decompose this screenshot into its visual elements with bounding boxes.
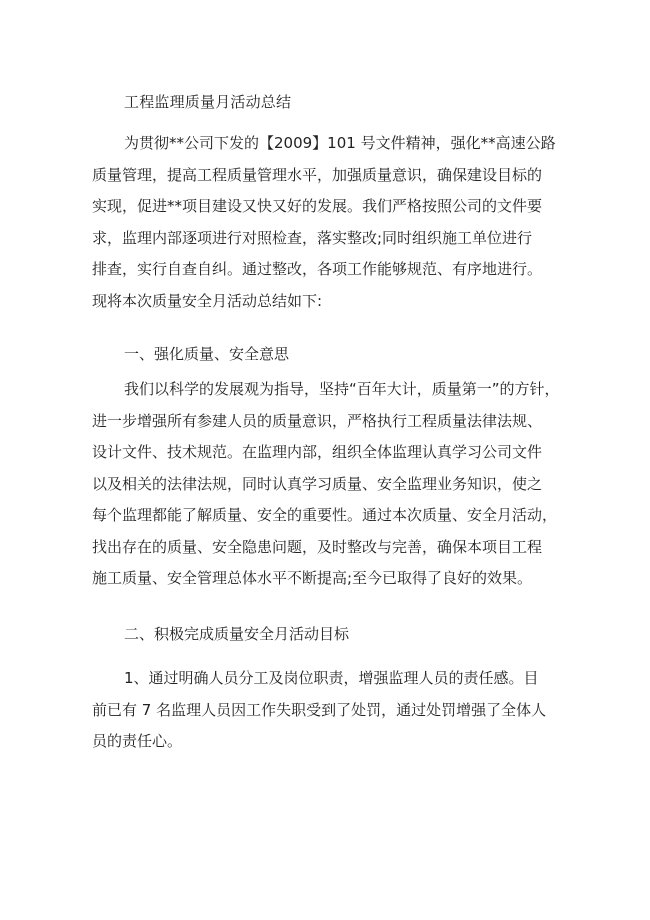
section1-line: 每个监理都能了解质量、安全的重要性。通过本次质量、安全月活动， [92, 506, 558, 524]
section1-line: 进一步增强所有参建人员的质量意识，严格执行工程质量法律法规、 [92, 411, 543, 430]
section1-paragraph [92, 374, 560, 595]
section1-line: 以及相关的法律法规，同时认真学习质量、安全监理业务知识，使之 [92, 474, 543, 493]
intro-line: 质量管理，提高工程质量管理水平，加强质量意识，确保建设目标的 [92, 165, 543, 184]
section2-heading: 二、积极完成质量安全月活动目标 [124, 625, 350, 643]
section2-item1-line: 前已有 7 名监理人员因工作失职受到了处罚，通过处罚增强了全体人 [92, 700, 547, 719]
section2-item1-line: 员的责任心。 [92, 732, 183, 750]
intro-line: 实现，促进**项目建设又快又好的发展。我们严格按照公司的文件要 [92, 197, 543, 215]
section1-line: 设计文件、技术规范。在监理内部，组织全体监理认真学习公司文件 [92, 443, 543, 461]
section2-item1-line: 1、通过明确人员分工及岗位职责，增强监理人员的责任感。目 [124, 669, 539, 687]
intro-paragraph [92, 128, 556, 317]
section1-line: 施工质量、安全管理总体水平不断提高;至今已取得了良好的效果。 [92, 569, 533, 587]
intro-line: 为贯彻**公司下发的【2009】101 号文件精神，强化**高速公路 [124, 134, 556, 152]
intro-line: 排查，实行自查自纠。通过整改，各项工作能够规范、有序地进行。 [92, 260, 543, 278]
section1-line: 找出存在的质量、安全隐患问题，及时整改与完善，确保本项目工程 [92, 537, 543, 556]
section1-heading: 一、强化质量、安全意思 [124, 345, 290, 363]
intro-line: 求，监理内部逐项进行对照检查，落实整改;同时组织施工单位进行 [92, 228, 533, 247]
document-title: 工程监理质量月活动总结 [124, 93, 292, 111]
intro-line: 现将本次质量安全月活动总结如下: [92, 291, 323, 310]
section2-item1-paragraph [92, 663, 546, 758]
section1-line: 我们以科学的发展观为指导，坚持“百年大计，质量第一”的方针， [124, 380, 560, 398]
